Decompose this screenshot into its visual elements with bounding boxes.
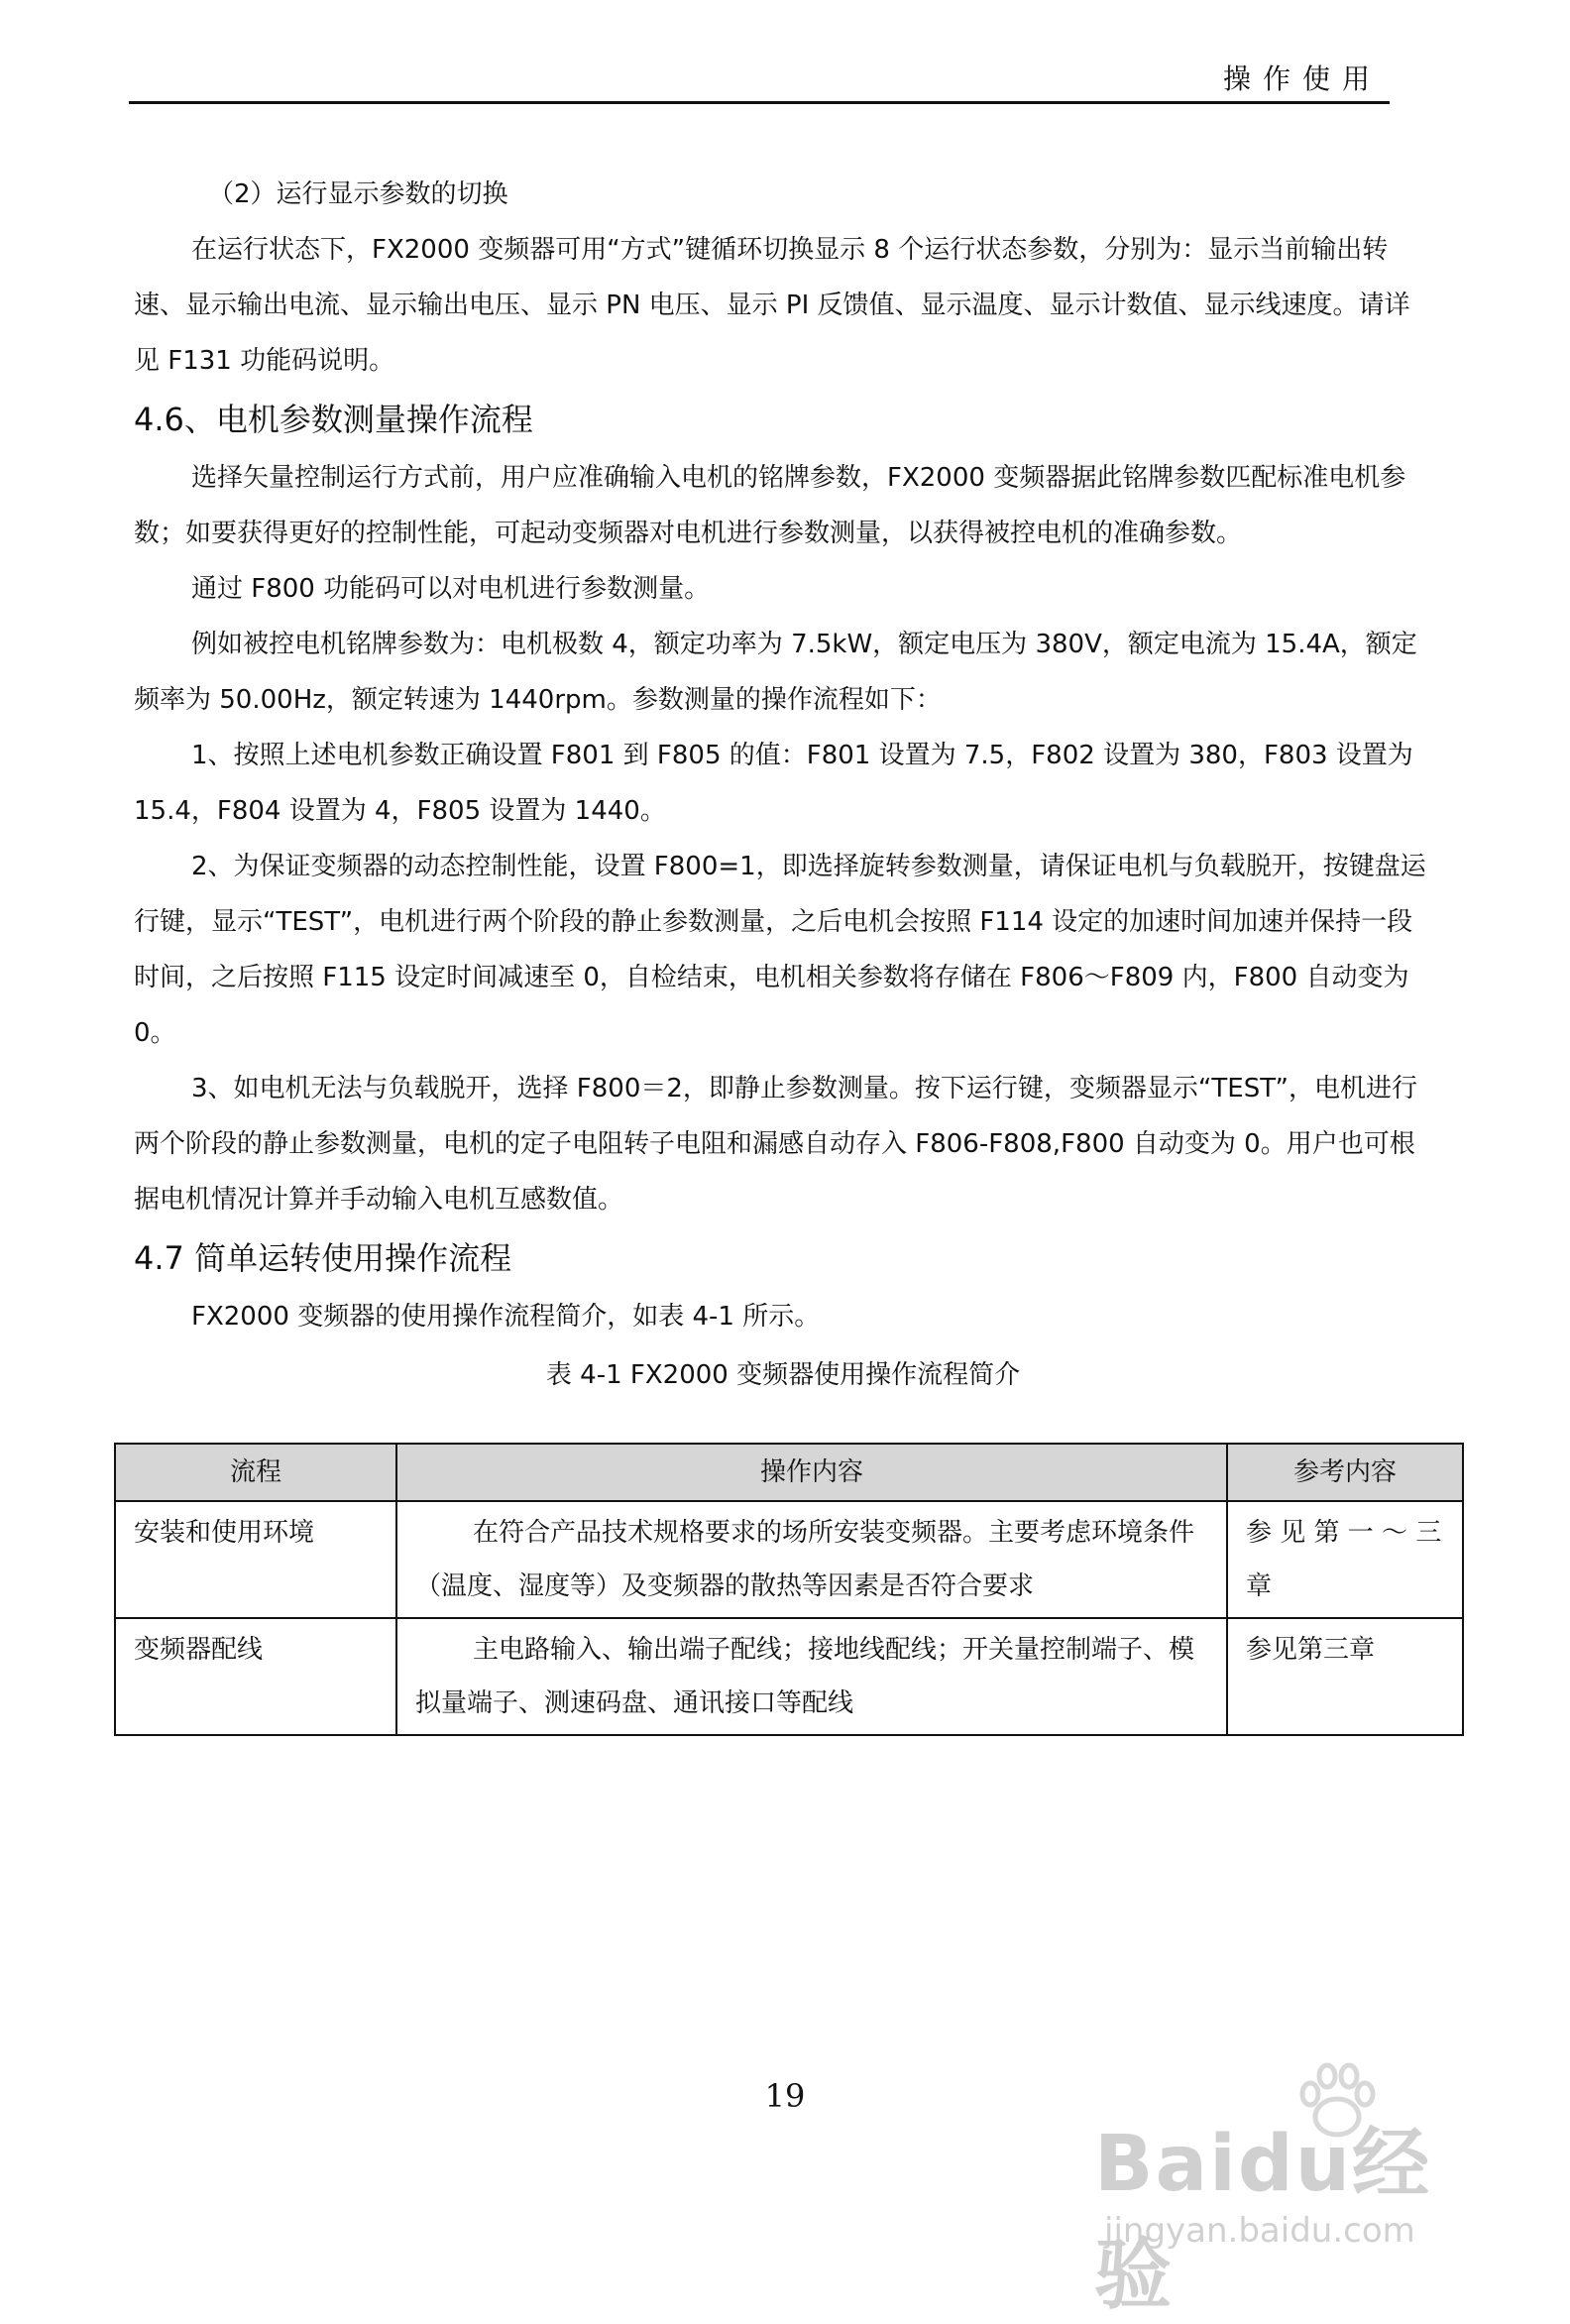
step-paragraph: 2、为保证变频器的动态控制性能，设置 F800=1，即选择旋转参数测量，请保证电机与负载脱开，按键盘运行键，显示“TEST”，电机进行两个阶段的静止参数测量，之后电机会按照 F114 设定的加速时间加速并保持一段时间，之后按照 F115 设定时间减速至 0，自检结束，电机相关参数将存储在 F806～F809 内，F800 自动变为 0。 bbox=[134, 852, 1426, 1048]
cell-process: 安装和使用环境 bbox=[115, 1501, 396, 1618]
step-paragraph: 3、如电机无法与负载脱开，选择 F800＝2，即静止参数测量。按下运行键，变频器显示“TEST”，电机进行两个阶段的静止参数测量，电机的定子电阻转子电阻和漏感自动存入 F806-F808,F800 自动变为 0。用户也可根据电机情况计算并手动输入电机互感数值。 bbox=[134, 1074, 1417, 1215]
subsection-heading: （2）运行显示参数的切换 bbox=[208, 179, 508, 209]
paragraph: 通过 F800 功能码可以对电机进行参数测量。 bbox=[191, 574, 711, 604]
running-header: 操作使用 bbox=[1222, 62, 1382, 95]
table-header-row bbox=[115, 1444, 1463, 1501]
paragraph: 选择矢量控制运行方式前，用户应准确输入电机的铭牌参数，FX2000 变频器据此铭牌参数匹配标准电机参数；如要获得更好的控制性能，可起动变频器对电机进行参数测量，以获得被控电机的准确参数。 bbox=[134, 463, 1406, 548]
table-row bbox=[115, 1618, 1463, 1735]
cell-process: 变频器配线 bbox=[115, 1618, 396, 1735]
page-number: 19 bbox=[764, 2077, 806, 2115]
watermark-logo: Baidu经验 bbox=[1094, 2120, 1432, 2320]
paragraph: FX2000 变频器的使用操作流程简介，如表 4-1 所示。 bbox=[191, 1302, 821, 1332]
page-body bbox=[134, 167, 1432, 1400]
header-cell-process: 流程 bbox=[115, 1444, 396, 1501]
header-rule bbox=[129, 101, 1390, 104]
section-title-4-7: 4.7 简单运转使用操作流程 bbox=[134, 1239, 512, 1277]
table-caption: 表 4-1 FX2000 变频器使用操作流程简介 bbox=[545, 1360, 1021, 1390]
process-table bbox=[114, 1443, 1464, 1736]
baidu-watermark bbox=[1094, 2062, 1511, 2320]
watermark-url: jingyan.baidu.com bbox=[1104, 2211, 1415, 2251]
cell-reference: 参 见 第 一 ～ 三章 bbox=[1227, 1501, 1463, 1618]
cell-reference: 参见第三章 bbox=[1227, 1618, 1463, 1735]
header-cell-content: 操作内容 bbox=[396, 1444, 1227, 1501]
header-cell-reference: 参考内容 bbox=[1227, 1444, 1463, 1501]
section-title-4-6: 4.6、电机参数测量操作流程 bbox=[134, 401, 533, 438]
table-row bbox=[115, 1501, 1463, 1618]
step-paragraph: 1、按照上述电机参数正确设置 F801 到 F805 的值：F801 设置为 7.5，F802 设置为 380，F803 设置为 15.4，F804 设置为 4，F805 设置为 1440。 bbox=[134, 741, 1413, 826]
cell-content: 在符合产品技术规格要求的场所安装变频器。主要考虑环境条件（温度、湿度等）及变频器的散热等因素是否符合要求 bbox=[396, 1501, 1227, 1618]
paragraph: 在运行状态下，FX2000 变频器可用“方式”键循环切换显示 8 个运行状态参数，分别为：显示当前输出转速、显示输出电流、显示输出电压、显示 PN 电压、显示 PI 反馈值、显示温度、显示计数值、显示线速度。请详见 F131 功能码说明。 bbox=[134, 235, 1410, 376]
cell-content: 主电路输入、输出端子配线；接地线配线；开关量控制端子、模拟量端子、测速码盘、通讯接口等配线 bbox=[396, 1618, 1227, 1735]
paragraph: 例如被控电机铭牌参数为：电机极数 4，额定功率为 7.5kW，额定电压为 380V，额定电流为 15.4A，额定频率为 50.00Hz，额定转速为 1440rpm。参数测量的操作流程如下： bbox=[134, 630, 1417, 715]
